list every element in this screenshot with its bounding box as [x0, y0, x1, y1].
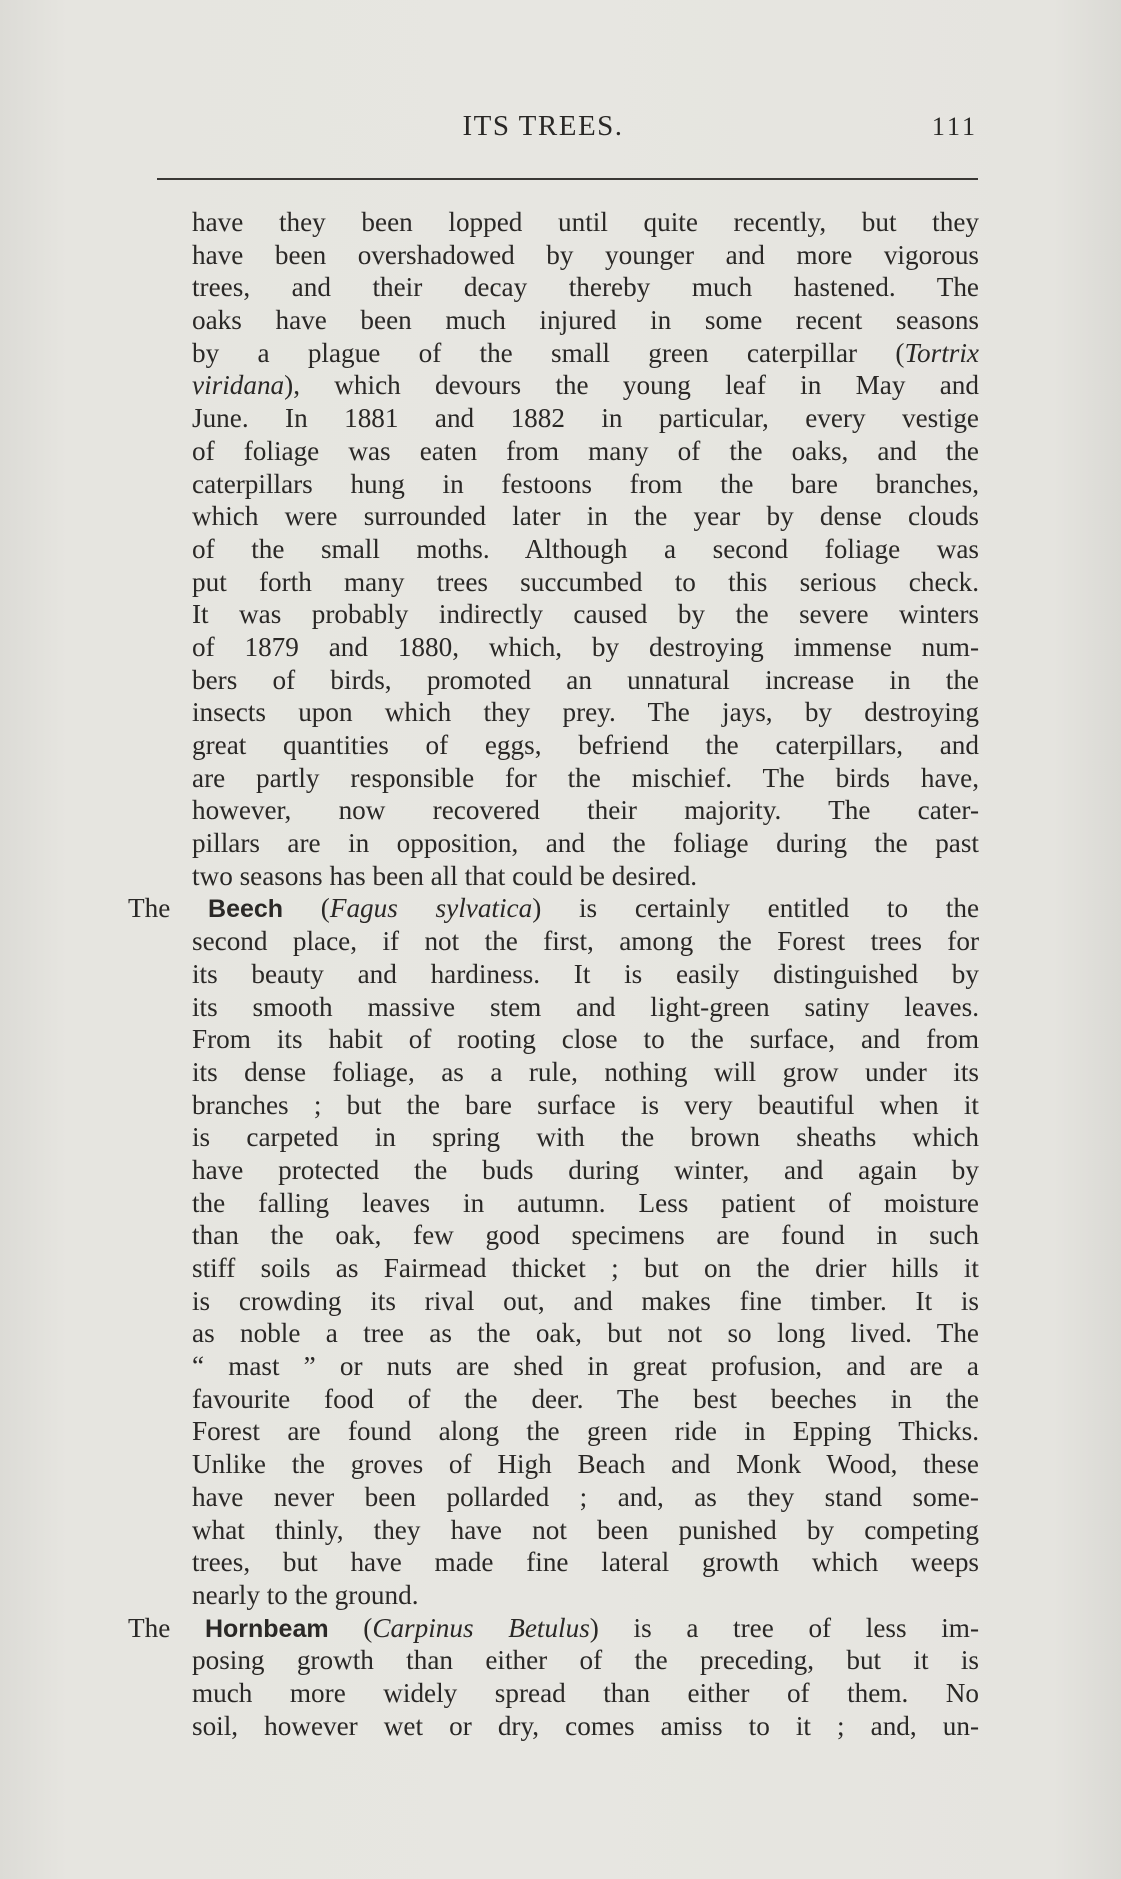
text-line: Unlike the groves of High Beach and Monk Wood, these [192, 1449, 979, 1480]
text-line: posing growth than either of the preceding, but it is [192, 1645, 979, 1676]
text-line: June. In 1881 and 1882 in particular, every vestige [192, 403, 979, 434]
text-line: of the small moths. Although a second foliage was [192, 533, 979, 564]
text-line: put forth many trees succumbed to this serious check. [192, 566, 979, 597]
latin-name: Tortrix [904, 337, 979, 368]
text-line: pillars are in opposition, and the foliage during the past [192, 828, 979, 859]
text-line: however, now recovered their majority. The cater- [192, 795, 979, 826]
running-head-title: ITS TREES. [462, 110, 624, 142]
text-line: have they been lopped until quite recently, but they [192, 207, 979, 237]
text-line: is carpeted in spring with the brown sheaths which [192, 1122, 979, 1153]
hornbeam-lead: The [128, 1612, 171, 1643]
hornbeam-latin-open: ( [363, 1612, 373, 1643]
body-text [128, 206, 979, 1742]
text-line: its beauty and hardiness. It is easily distinguished by [192, 958, 979, 989]
text-line: have never been pollarded ; and, as they stand some- [192, 1481, 979, 1512]
text-line: of foliage was eaten from many of the oaks, and the [192, 435, 979, 466]
hornbeam-latin-close: ) [589, 1612, 599, 1643]
text-line: is crowding its rival out, and makes fine timber. It is [192, 1285, 979, 1316]
beech-latin-name: Fagus sylvatica [329, 893, 533, 924]
text-line: bers of birds, promoted an unnatural increase in the [192, 664, 979, 695]
text-line: its dense foliage, as a rule, nothing will grow under its [192, 1056, 979, 1087]
beech-paragraph-start [128, 892, 979, 925]
text-line: caterpillars hung in festoons from the bare branches, [192, 468, 979, 499]
header-rule [157, 178, 978, 180]
running-head [158, 106, 978, 146]
text-fragment: is certainly entitled to the [578, 893, 979, 924]
beech-latin-open: ( [320, 893, 330, 924]
text-line: stiff soils as Fairmead thicket ; but on the drier hills it [192, 1253, 979, 1283]
text-line: which were surrounded later in the year by dense clouds [192, 501, 979, 532]
text-line: its smooth massive stem and light-green satiny leaves. [192, 991, 979, 1022]
text-line: two seasons has been all that could be desired. [192, 860, 698, 891]
text-line: than the oak, few good specimens are found in such [192, 1220, 979, 1251]
latin-name: viridana [192, 370, 285, 401]
hornbeam-paragraph-start [128, 1612, 979, 1645]
hornbeam-heading: Hornbeam [204, 1614, 329, 1643]
text-line: have been overshadowed by younger and more vigorous [192, 239, 979, 270]
text-line: have protected the buds during winter, and again by [192, 1154, 979, 1185]
text-line: as noble a tree as the oak, but not so long lived. The [192, 1318, 979, 1349]
text-line: branches ; but the bare surface is very beautiful when it [192, 1089, 979, 1120]
text-line: favourite food of the deer. The best beeches in the [192, 1383, 979, 1414]
text-line: second place, if not the first, among the Forest trees for [192, 926, 979, 957]
beech-heading: Beech [208, 895, 284, 924]
page-number: 111 [931, 112, 978, 141]
text-line: soil, however wet or dry, comes amiss to it ; and, un- [192, 1710, 979, 1741]
text-line: what thinly, they have not been punished by competing [192, 1514, 979, 1545]
text-line: great quantities of eggs, befriend the caterpillars, and [192, 730, 979, 760]
text-line: the falling leaves in autumn. Less patient of moisture [192, 1187, 979, 1218]
text-line: by a plague of the small green caterpillar (Tortrix [192, 337, 979, 368]
text-line: Forest are found along the green ride in Epping Thicks. [192, 1416, 979, 1447]
beech-latin-close: ) [532, 893, 542, 924]
text-line: of 1879 and 1880, which, by destroying immense num- [192, 631, 979, 662]
text-line: nearly to the ground. [192, 1579, 419, 1610]
beech-lead: The [128, 893, 171, 924]
text-line: oaks have been much injured in some recent seasons [192, 305, 979, 336]
hornbeam-latin-name: Carpinus Betulus [372, 1612, 590, 1643]
text-line: viridana), which devours the young leaf in May and [192, 370, 979, 401]
text-line: are partly responsible for the mischief. The birds have, [192, 762, 979, 793]
text-fragment: is a tree of less im- [633, 1612, 979, 1643]
text-line: It was probably indirectly caused by the severe winters [192, 599, 979, 630]
text-line: “ mast ” or nuts are shed in great profusion, and are a [192, 1351, 979, 1382]
text-line: trees, and their decay thereby much hastened. The [192, 272, 979, 303]
text-line: much more widely spread than either of them. No [192, 1677, 979, 1708]
text-line: From its habit of rooting close to the surface, and from [192, 1024, 979, 1055]
text-line: trees, but have made fine lateral growth which weeps [192, 1547, 979, 1578]
text-line: insects upon which they prey. The jays, by destroying [192, 697, 979, 728]
